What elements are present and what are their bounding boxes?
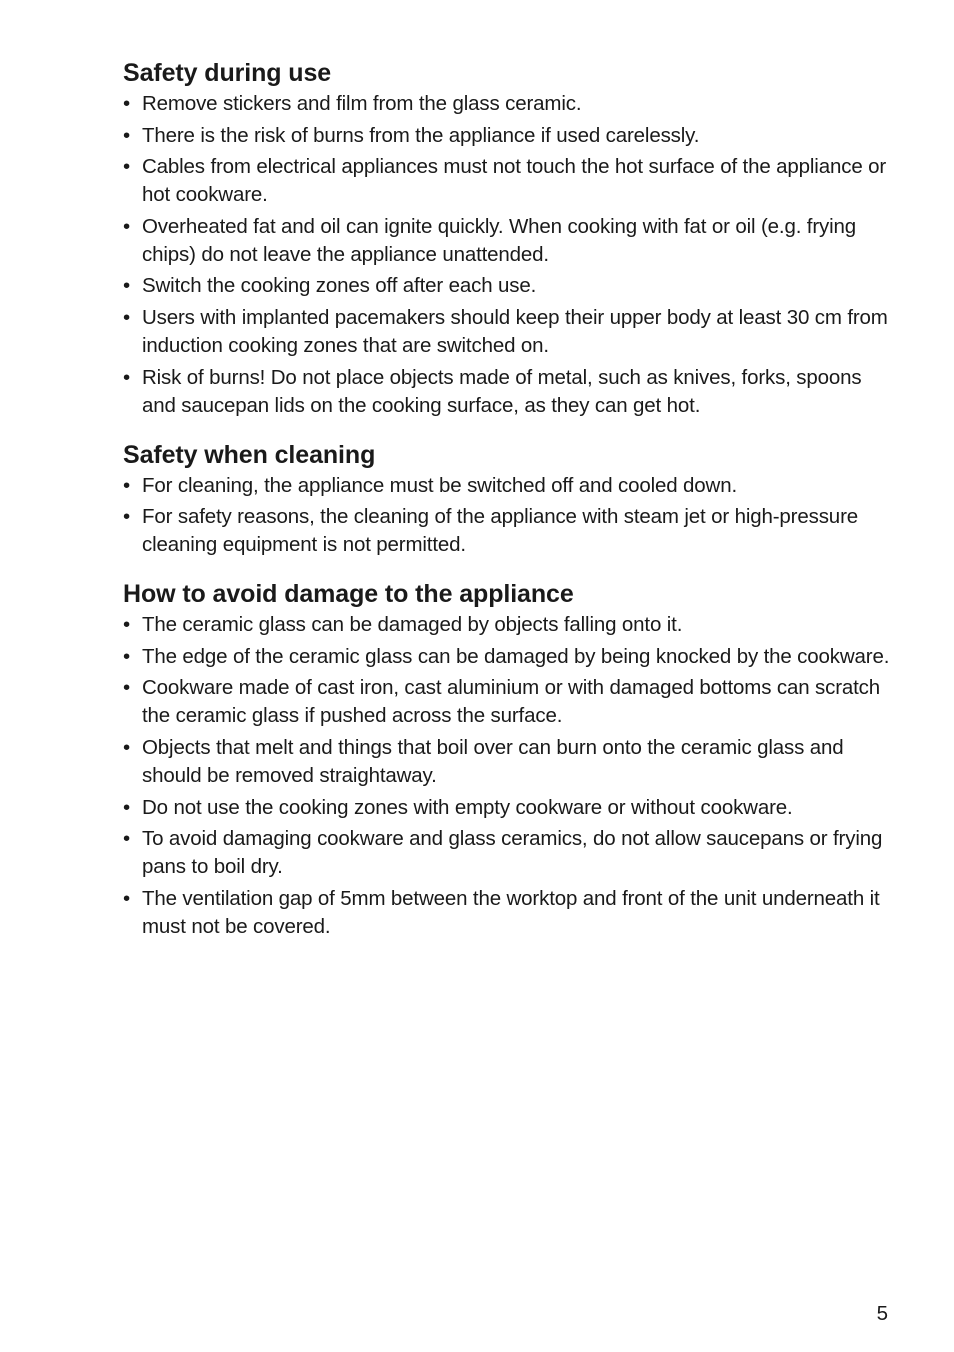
list-item-text: Cookware made of cast iron, cast aluminium or with damaged bottoms can scratch the ceramic glass if pushed across the surface. [142, 676, 881, 728]
bullet-icon: • [123, 613, 131, 637]
bullet-icon: • [123, 827, 131, 851]
bullet-icon: • [123, 214, 131, 238]
list-item-text: To avoid damaging cookware and glass ceramics, do not allow saucepans or frying pans to boil dry. [142, 827, 883, 879]
section-avoid-damage [123, 577, 893, 941]
list-item [123, 122, 893, 150]
list-item [123, 503, 893, 559]
list-item-text: Cables from electrical appliances must not touch the hot surface of the appliance or hot cookware. [142, 155, 887, 207]
bullet-icon: • [123, 365, 131, 389]
bullet-list [123, 611, 893, 941]
section-title: Safety during use [123, 59, 332, 87]
list-item-text: Risk of burns! Do not place objects made of metal, such as knives, forks, spoons and saucepan lids on the cooking surface, as they can get hot. [142, 365, 862, 417]
list-item [123, 364, 893, 420]
list-item [123, 472, 893, 500]
list-item-text: Overheated fat and oil can ignite quickly. When cooking with fat or oil (e.g. frying chips) do not leave the appliance unattended. [142, 214, 857, 266]
bullet-icon: • [123, 644, 131, 668]
bullet-icon: • [123, 473, 131, 497]
list-item-text: Switch the cooking zones off after each use. [142, 274, 537, 298]
bullet-icon: • [123, 92, 131, 115]
bullet-icon: • [123, 676, 131, 700]
list-item-text: For safety reasons, the cleaning of the appliance with steam jet or high-pressure cleaning equipment is not permitted. [142, 505, 858, 557]
bullet-icon: • [123, 795, 131, 819]
list-item [123, 213, 893, 269]
bullet-icon: • [123, 123, 131, 147]
list-item [123, 90, 893, 118]
bullet-icon: • [123, 155, 131, 179]
bullet-icon: • [123, 886, 131, 910]
list-item-text: Users with implanted pacemakers should keep their upper body at least 30 cm from induction cooking zones that are switched on. [142, 305, 888, 357]
bullet-icon: • [123, 505, 131, 529]
list-item [123, 734, 893, 790]
page-number: 5 [876, 1302, 888, 1325]
list-item [123, 153, 893, 209]
list-item [123, 304, 893, 360]
list-item-text: The edge of the ceramic glass can be damaged by being knocked by the cookware. [142, 644, 890, 668]
bullet-list [123, 472, 893, 560]
list-item-text: For cleaning, the appliance must be switched off and cooled down. [142, 473, 738, 497]
list-item-text: Remove stickers and film from the glass ceramic. [142, 92, 582, 115]
list-item [123, 885, 893, 941]
section-title: Safety when cleaning [123, 440, 376, 469]
list-item [123, 674, 893, 730]
section-title: How to avoid damage to the appliance [123, 580, 574, 609]
list-item-text: The ventilation gap of 5mm between the worktop and front of the unit underneath it must not be covered. [142, 886, 880, 938]
bullet-icon: • [123, 305, 131, 329]
list-item-text: Do not use the cooking zones with empty cookware or without cookware. [142, 795, 793, 819]
bullet-icon: • [123, 735, 131, 759]
document-page [123, 56, 893, 959]
list-item-text: The ceramic glass can be damaged by objects falling onto it. [142, 613, 683, 637]
section-safety-during-use [123, 56, 893, 420]
section-safety-when-cleaning [123, 438, 893, 560]
bullet-icon: • [123, 274, 131, 298]
list-item [123, 794, 893, 822]
bullet-list [123, 90, 893, 420]
list-item [123, 611, 893, 639]
list-item [123, 643, 893, 671]
list-item-text: There is the risk of burns from the appliance if used carelessly. [142, 123, 700, 147]
list-item-text: Objects that melt and things that boil over can burn onto the ceramic glass and should be removed straightaway. [142, 735, 844, 787]
list-item [123, 272, 893, 300]
list-item [123, 825, 893, 881]
